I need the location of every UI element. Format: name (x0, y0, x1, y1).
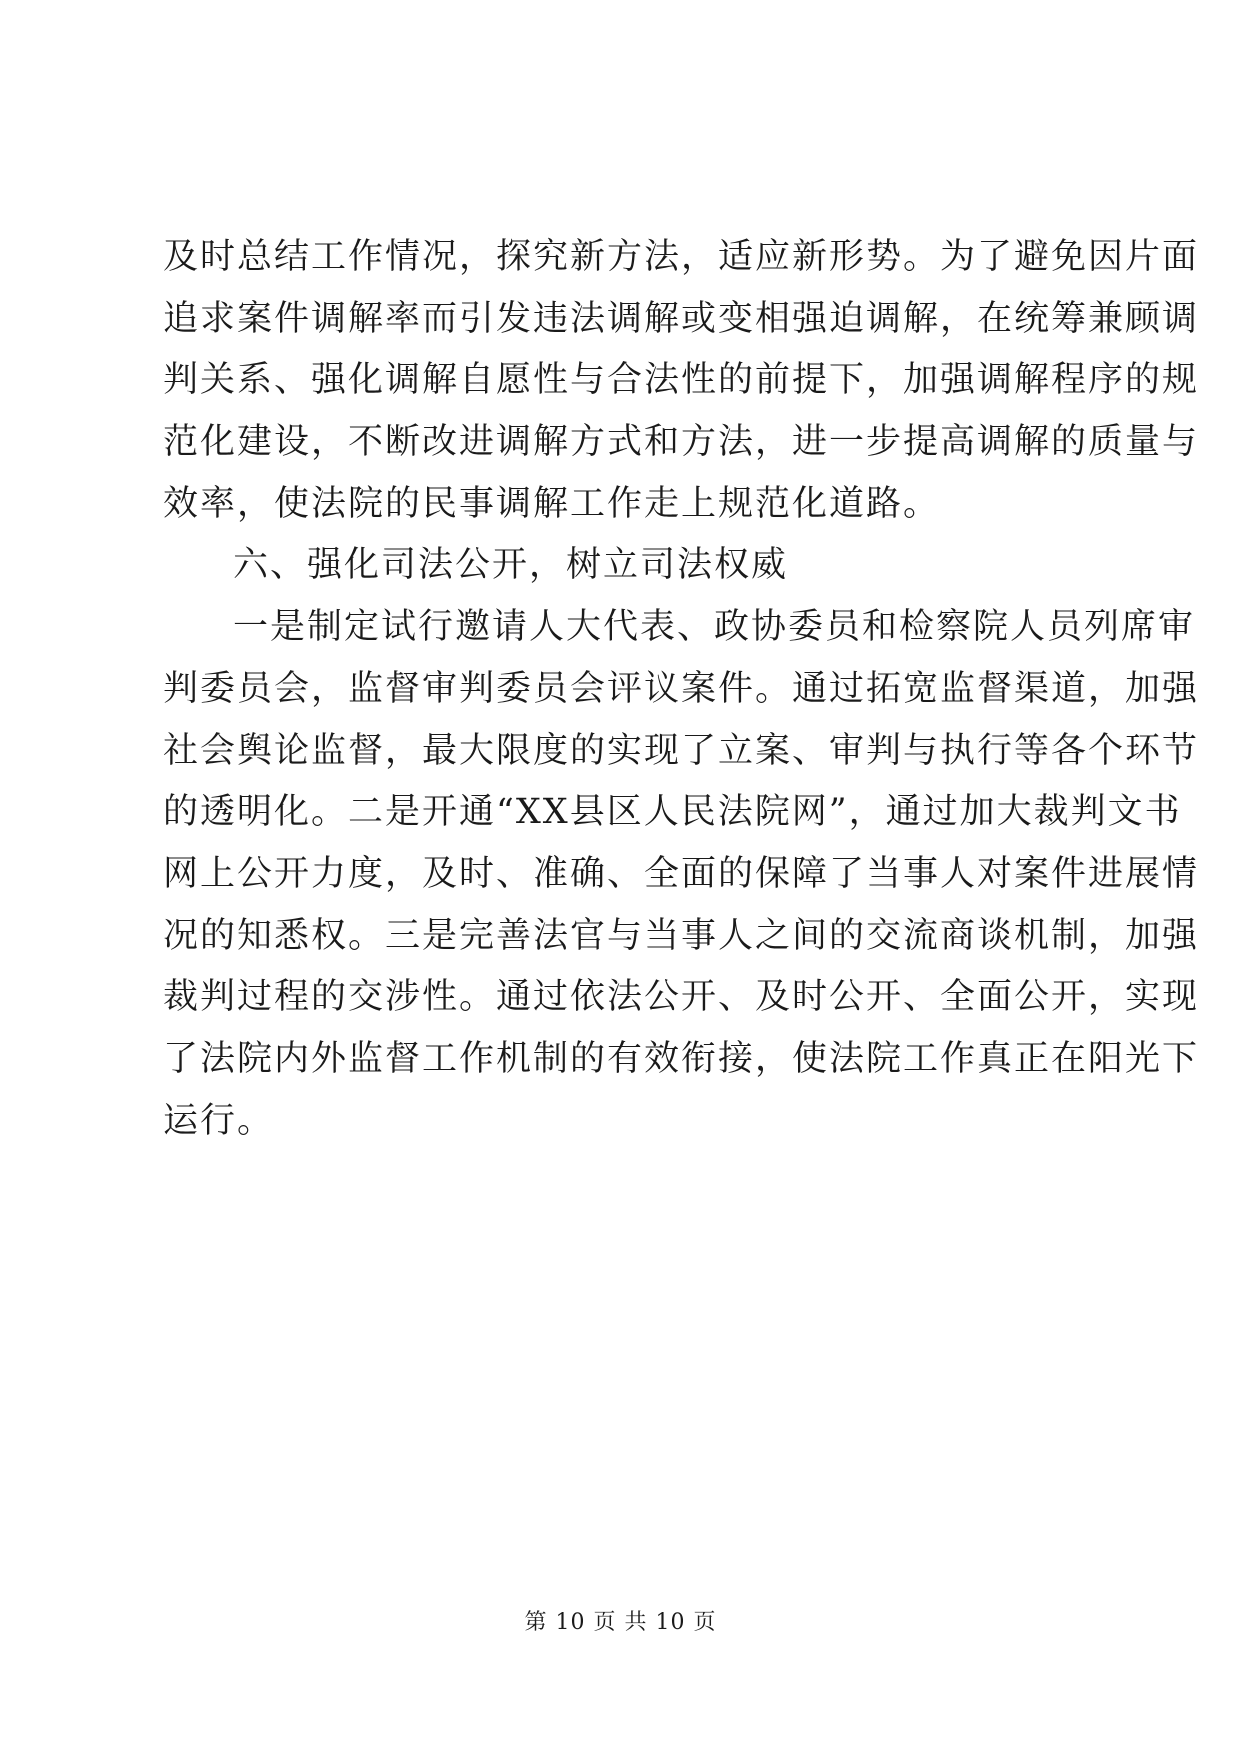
text-line: 判关系、强化调解自愿性与合法性的前提下，加强调解程序的规 (163, 360, 1200, 401)
text-line: 裁判过程的交涉性。通过依法公开、及时公开、全面公开，实现 (163, 977, 1200, 1018)
text-line: 运行。 (163, 1100, 275, 1141)
text-line: 一是制定试行邀请人大代表、政协委员和检察院人员列席审 (233, 607, 1196, 648)
text-line: 效率，使法院的民事调解工作走上规范化道路。 (163, 483, 941, 524)
text-line: 网上公开力度，及时、准确、全面的保障了当事人对案件进展情 (163, 853, 1200, 894)
text-line: 追求案件调解率而引发违法调解或变相强迫调解，在统筹兼顾调 (163, 298, 1200, 339)
page-footer (0, 1605, 1241, 1636)
document-body (163, 227, 1200, 1152)
page-number: 第 10 页 共 10 页 (524, 1610, 717, 1635)
text-line: 范化建设，不断改进调解方式和方法，进一步提高调解的质量与 (163, 422, 1200, 463)
text-line: 判委员会，监督审判委员会评议案件。通过拓宽监督渠道，加强 (163, 668, 1200, 709)
text-line: 社会舆论监督，最大限度的实现了立案、审判与执行等各个环节 (163, 730, 1200, 771)
section-heading: 六、强化司法公开，树立司法权威 (233, 545, 789, 586)
text-line: 的透明化。二是开通“XX县区人民法院网”，通过加大裁判文书 (163, 792, 1182, 833)
text-line: 了法院内外监督工作机制的有效衔接，使法院工作真正在阳光下 (163, 1038, 1200, 1079)
text-line: 及时总结工作情况，探究新方法，适应新形势。为了避免因片面 (163, 237, 1200, 277)
text-line: 况的知悉权。三是完善法官与当事人之间的交流商谈机制，加强 (163, 915, 1200, 956)
